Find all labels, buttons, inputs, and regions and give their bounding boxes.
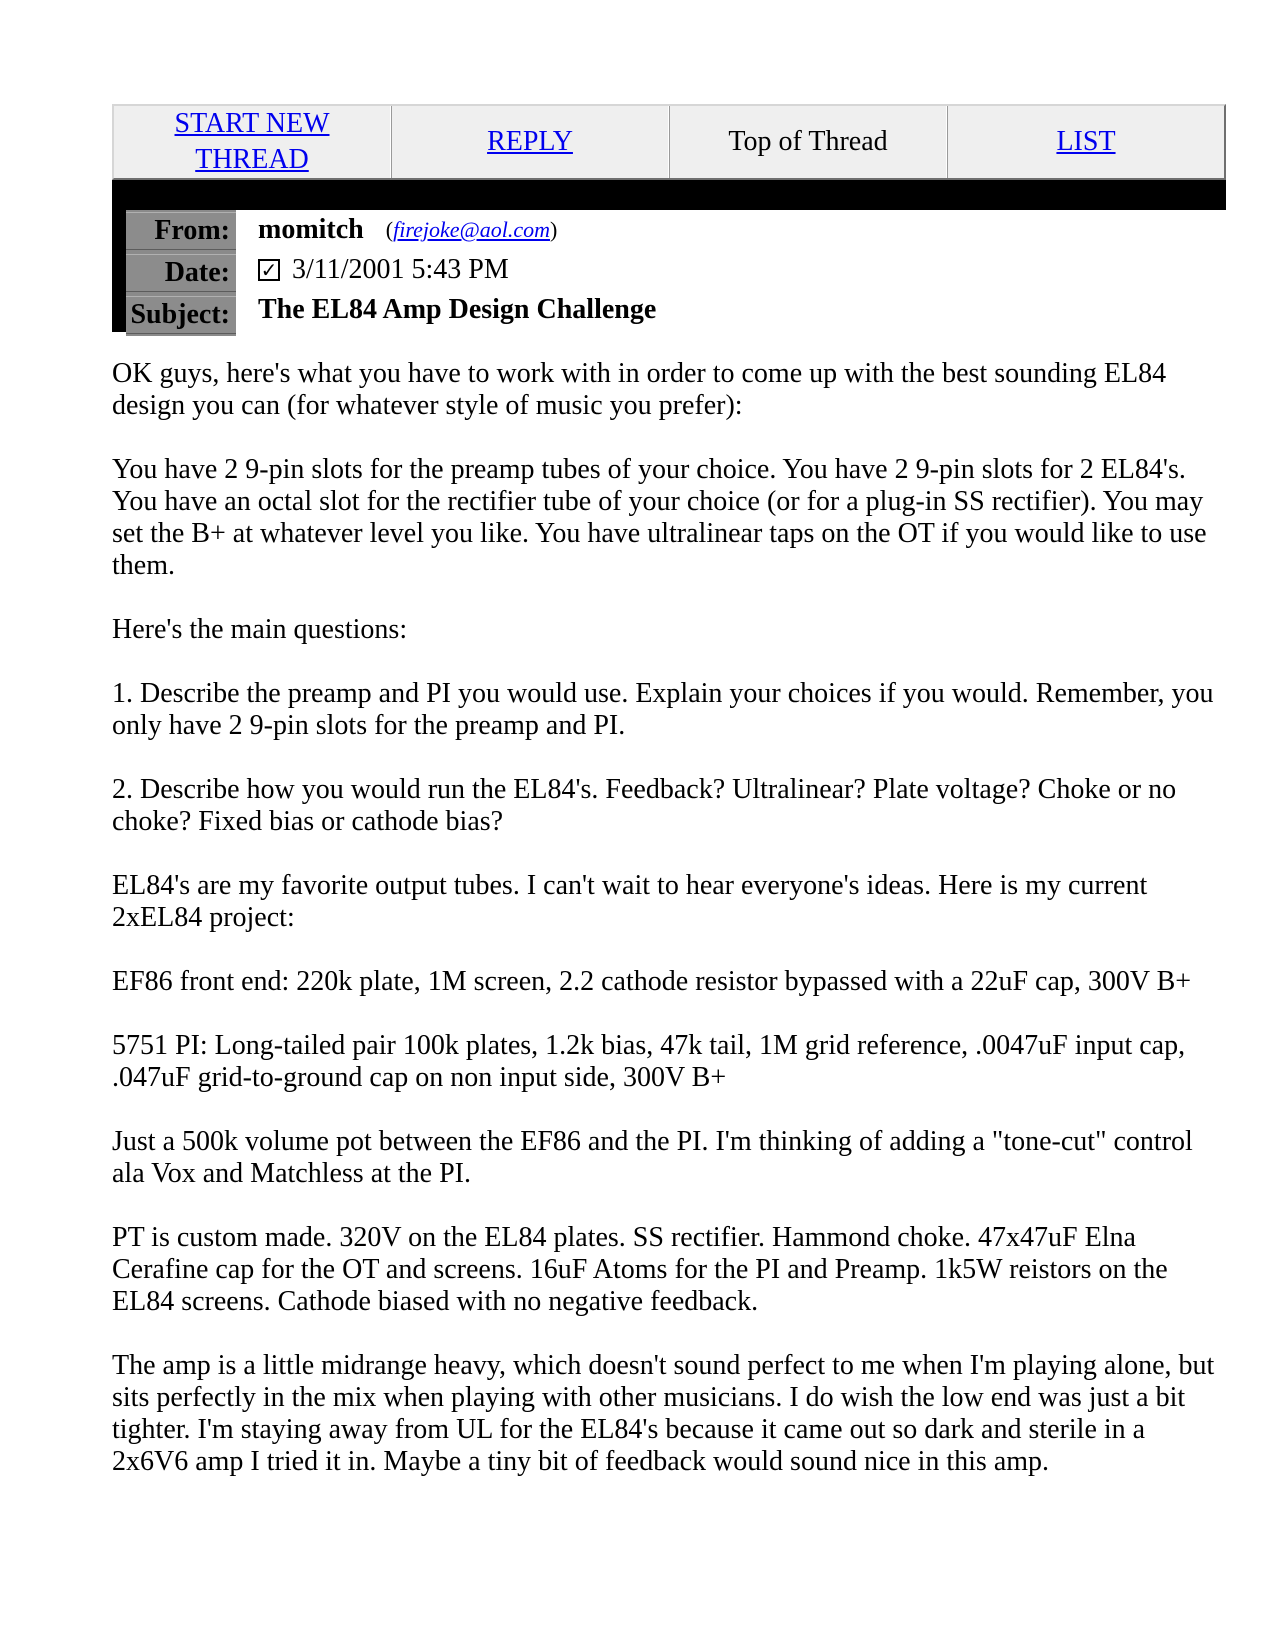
from-row — [258, 210, 656, 250]
header-labels — [126, 210, 236, 336]
subject-row — [258, 290, 656, 330]
post-date: 3/11/2001 5:43 PM — [292, 254, 509, 285]
header-side-bar — [112, 210, 126, 332]
header-divider-bar — [112, 180, 1226, 210]
body-paragraph: 2. Describe how you would run the EL84's. Feedback? Ultralinear? Plate voltage? Choke or no choke? Fixed bias or cathode bias? — [112, 774, 1177, 837]
nav-cell-start-new-thread — [114, 106, 391, 178]
date-row — [258, 250, 656, 290]
author-email-link[interactable]: firejoke@aol.com — [393, 217, 550, 242]
message-page — [112, 104, 1226, 1510]
body-paragraph: The amp is a little midrange heavy, which doesn't sound perfect to me when I'm playing alone, but sits perfectly in the mix when playing with other musicians. I do wish the low end was just a bit tighter. I'm staying away from UL for the EL84's because it came out so dark and sterile in a 2x6V6 amp I tried it in. Maybe a tiny bit of feedback would sound nice in this amp. — [112, 1350, 1215, 1477]
body-paragraph: Just a 500k volume pot between the EF86 and the PI. I'm thinking of adding a "tone-cut" control ala Vox and Matchless at the PI. — [112, 1126, 1193, 1189]
from-label: From: — [126, 212, 236, 250]
header-values — [258, 210, 656, 336]
reply-link[interactable]: REPLY — [487, 126, 573, 157]
date-label: Date: — [126, 254, 236, 292]
list-link[interactable]: LIST — [1056, 126, 1116, 157]
body-paragraph: 5751 PI: Long-tailed pair 100k plates, 1.2k bias, 47k tail, 1M grid reference, .0047uF input cap, .047uF grid-to-ground cap on non input side, 300V B+ — [112, 1030, 1186, 1093]
body-paragraph: Here's the main questions: — [112, 614, 408, 645]
subject-label: Subject: — [126, 296, 236, 334]
body-paragraph: 1. Describe the preamp and PI you would use. Explain your choices if you would. Remember, you only have 2 9-pin slots for the preamp and PI. — [112, 678, 1214, 741]
nav-cell-list — [947, 106, 1224, 178]
checkmark-icon: ✓ — [258, 259, 280, 281]
message-subject: The EL84 Amp Design Challenge — [258, 294, 657, 325]
author-email: (firejoke@aol.com) — [385, 217, 558, 242]
start-new-thread-link[interactable]: START NEW THREAD — [174, 108, 330, 175]
message-body — [112, 358, 1226, 1478]
body-paragraph: EL84's are my favorite output tubes. I can't wait to hear everyone's ideas. Here is my current 2xEL84 project: — [112, 870, 1148, 933]
top-of-thread-text: Top of Thread — [728, 126, 888, 157]
body-paragraph: You have 2 9-pin slots for the preamp tubes of your choice. You have 2 9-pin slots for 2 EL84's. You have an octal slot for the rectifier tube of your choice (or for a plug-in SS rectifier). You may set the B+ at whatever level you like. You have ultralinear taps on the OT if you would like to use them. — [112, 454, 1207, 581]
message-header — [112, 210, 1226, 336]
thread-navigation — [112, 104, 1226, 180]
body-paragraph: EF86 front end: 220k plate, 1M screen, 2.2 cathode resistor bypassed with a 22uF cap, 300V B+ — [112, 966, 1192, 997]
body-paragraph: PT is custom made. 320V on the EL84 plates. SS rectifier. Hammond choke. 47x47uF Elna Cerafine cap for the OT and screens. 16uF Atoms for the PI and Preamp. 1k5W reistors on the EL84 screens. Cathode biased with no negative feedback. — [112, 1222, 1168, 1317]
nav-cell-top-of-thread — [669, 106, 947, 178]
body-paragraph: OK guys, here's what you have to work with in order to come up with the best sounding EL84 design you can (for whatever style of music you prefer): — [112, 358, 1167, 421]
author-name: momitch — [258, 214, 364, 245]
nav-cell-reply — [391, 106, 669, 178]
